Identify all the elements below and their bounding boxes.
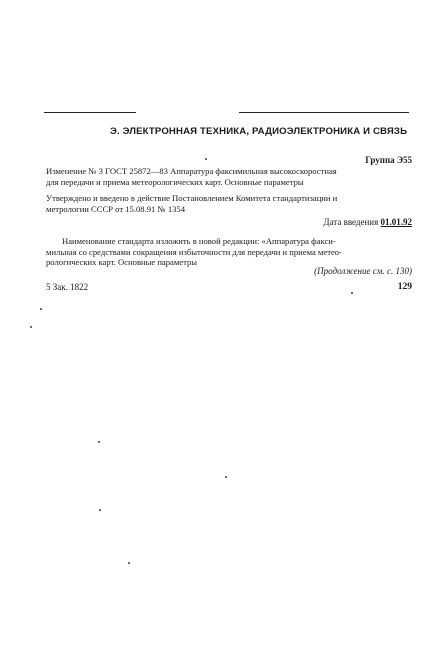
change-notice-line: для передачи и приема метеорологических карт. Основные параметры <box>46 176 304 187</box>
scan-speck <box>351 292 353 294</box>
group-code: Группа Э55 <box>365 155 412 165</box>
body-line: мильная со средствами сокращения избыточности для передачи и приема метео- <box>46 246 342 257</box>
body-line: Наименование стандарта изложить в новой редакции: «Аппаратура факси- <box>62 236 336 246</box>
scan-speck <box>98 441 100 443</box>
introduction-date-label: Дата введения <box>323 217 379 227</box>
approval-line: метрологии СССР от 15.08.91 № 1354 <box>46 203 186 214</box>
order-number: 5 Зак. 1822 <box>46 282 89 292</box>
body-paragraph <box>46 236 414 268</box>
scan-speck <box>30 326 32 328</box>
continuation-note: (Продолжение см. с. 130) <box>314 266 412 276</box>
scan-speck <box>225 476 227 478</box>
scan-speck <box>205 158 207 160</box>
top-rule-right <box>239 112 409 113</box>
approval-statement <box>46 193 414 214</box>
section-title: Э. ЭЛЕКТРОННАЯ ТЕХНИКА, РАДИОЭЛЕКТРОНИКА И СВЯЗЬ <box>110 126 408 137</box>
approval-line: Утверждено и введено в действие Постановлением Комитета стандартизации и <box>46 193 338 203</box>
scan-speck <box>128 562 130 564</box>
introduction-date <box>323 217 412 227</box>
scan-speck <box>99 509 101 511</box>
page-number: 129 <box>397 282 412 292</box>
introduction-date-value: 01.01.92 <box>380 217 412 227</box>
change-notice-line: Изменение № 3 ГОСТ 25872—83 Аппаратура факсимильная высокоскоростная <box>46 166 337 176</box>
top-rule-left <box>44 112 136 113</box>
body-line: рологических карт. Основные параметры <box>46 257 198 267</box>
change-notice <box>46 166 414 187</box>
scan-speck <box>40 308 42 310</box>
